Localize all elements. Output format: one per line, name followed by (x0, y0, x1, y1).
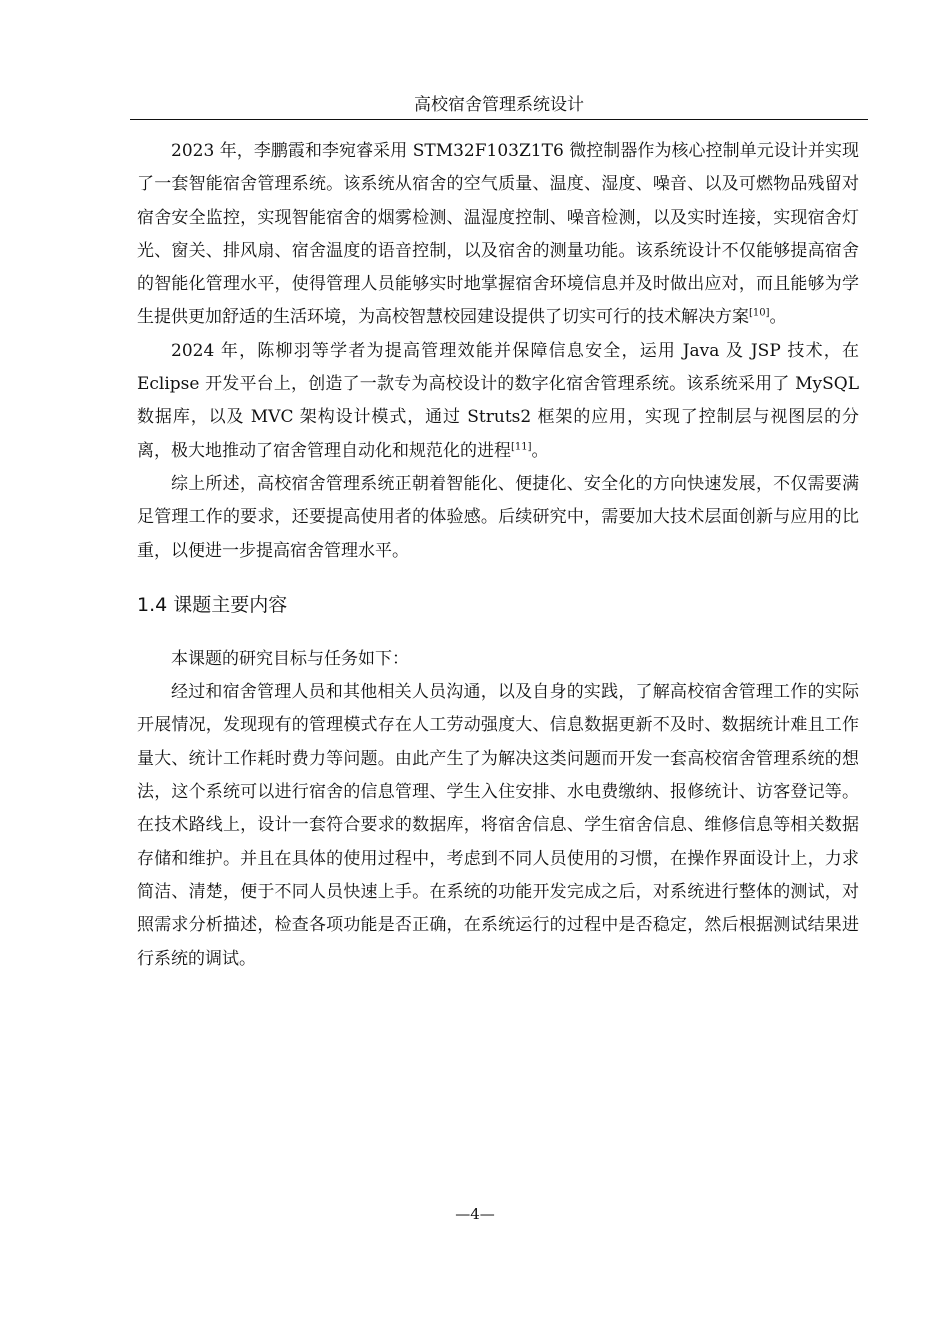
paragraph-goal-intro (137, 643, 859, 676)
citation-ref: [11] (511, 441, 532, 453)
paragraph-tail: 。 (531, 440, 549, 461)
running-header: 高校宿舍管理系统设计 (414, 95, 584, 115)
citation-ref: [10] (749, 307, 770, 319)
page-body (137, 135, 859, 976)
paragraph-2023-system (137, 135, 859, 335)
paragraph-text: 本课题的研究目标与任务如下： (171, 648, 409, 669)
paragraph-summary (137, 468, 859, 568)
page-number: —4— (455, 1205, 495, 1223)
section-heading: 1.4 课题主要内容 (137, 593, 288, 616)
paragraph-text: 经过和宿舍管理人员和其他相关人员沟通，以及自身的实践，了解高校宿舍管理工作的实际开展情况，发现现有的管理模式存在人工劳动强度大、信息数据更新不及时、数据统计难且工作量大、统计工作耗时费力等问题。由此产生了为解决这类问题而开发一套高校宿舍管理系统的想法，这个系统可以进行宿舍的信息管理、学生入住安排、水电费缴纳、报修统计、访客登记等。在技术路线上，设计一套符合要求的数据库，将宿舍信息、学生宿舍信息、维修信息等相关数据存储和维护。并且在具体的使用过程中，考虑到不同人员使用的习惯，在操作界面设计上，力求简洁、清楚，便于不同人员快速上手。在系统的功能开发完成之后，对系统进行整体的测试，对照需求分析描述，检查各项功能是否正确，在系统运行的过程中是否稳定，然后根据测试结果进行系统的调试。 (137, 682, 859, 969)
paragraph-goal-details (137, 676, 859, 976)
header-divider (130, 119, 868, 120)
paragraph-text: 2023 年，李鹏霞和李宛睿采用 STM32F103Z1T6 微控制器作为核心控制单元设计并实现了一套智能宿舍管理系统。该系统从宿舍的空气质量、温度、湿度、噪音、以及可燃物品残留对宿舍安全监控，实现智能宿舍的烟雾检测、温湿度控制、噪音检测，以及实时连接，实现宿舍灯光、窗关、排风扇、宿舍温度的语音控制，以及宿舍的测量功能。该系统设计不仅能够提高宿舍的智能化管理水平，使得管理人员能够实时地掌握宿舍环境信息并及时做出应对，而且能够为学生提供更加舒适的生活环境，为高校智慧校园建设提供了切实可行的技术解决方案 (137, 141, 859, 328)
paragraph-tail: 。 (769, 307, 787, 328)
paragraph-text: 2024 年，陈柳羽等学者为提高管理效能并保障信息安全，运用 Java 及 JSP 技术，在 Eclipse 开发平台上，创造了一款专为高校设计的数字化宿舍管理系统。该系统采用了 MySQL 数据库，以及 MVC 架构设计模式，通过 Struts2 框架的应用，实现了控制层与视图层的分离，极大地推动了宿舍管理自动化和规范化的进程 (137, 340, 859, 461)
paragraph-2024-system (137, 335, 859, 468)
paragraph-text: 综上所述，高校宿舍管理系统正朝着智能化、便捷化、安全化的方向快速发展，不仅需要满足管理工作的要求，还要提高使用者的体验感。后续研究中，需要加大技术层面创新与应用的比重，以便进一步提高宿舍管理水平。 (137, 473, 859, 561)
